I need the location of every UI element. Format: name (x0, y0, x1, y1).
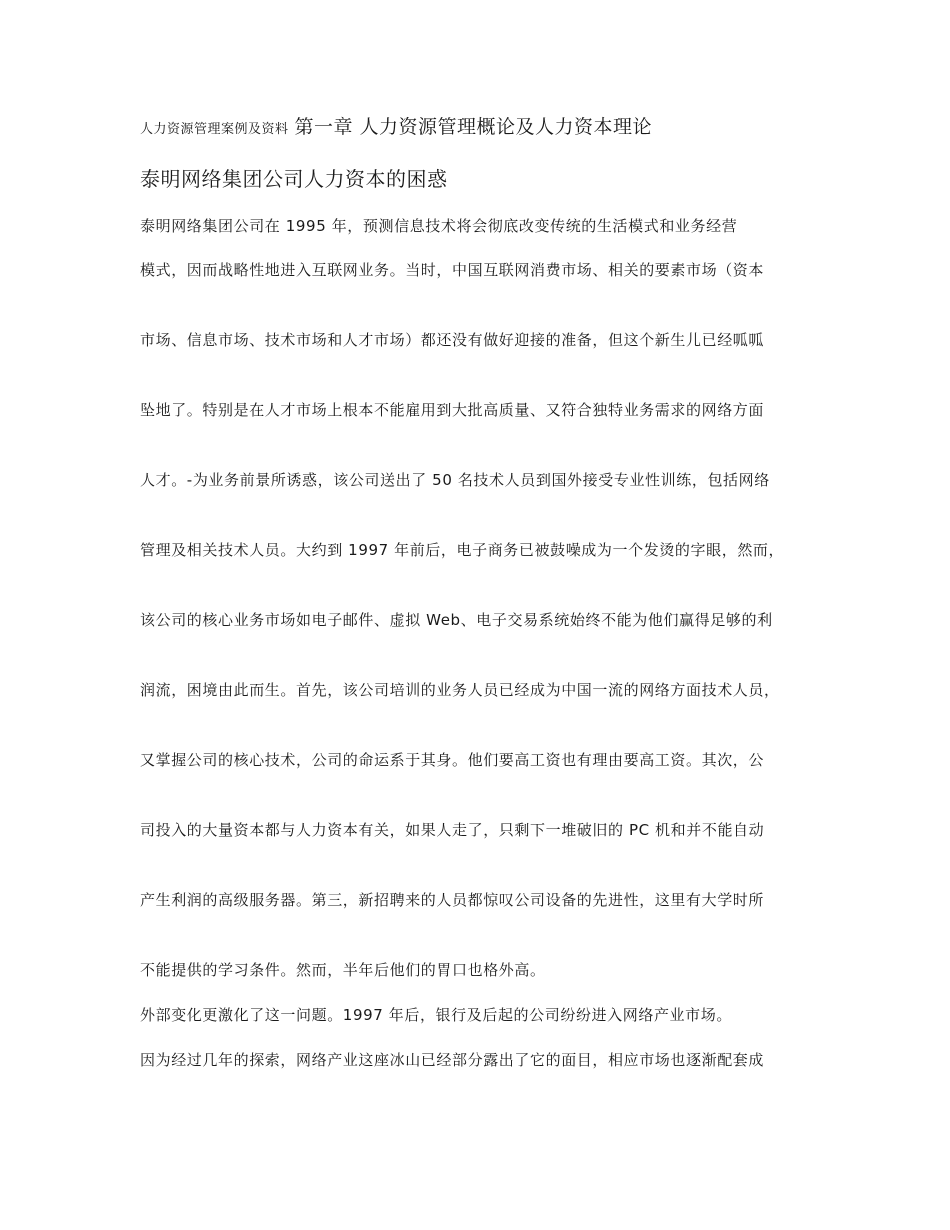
body-line-14: 因为经过几年的探索，网络产业这座冰山已经部分露出了它的面目，相应市场也逐渐配套成 (140, 1051, 765, 1069)
body-line-5: 人才。-为业务前景所诱惑，该公司送出了 50 名技术人员到国外接受专业性训练，包括网络 (140, 471, 770, 489)
header-prefix: 人力资源管理案例及资料 (140, 122, 289, 137)
body-line-11: 产生利润的高级服务器。第三，新招聘来的人员都惊叹公司设备的先进性，这里有大学时所 (140, 891, 765, 909)
body-line-10: 司投入的大量资本都与人力资本有关，如果人走了，只剩下一堆破旧的 PC 机和并不能自动 (140, 821, 765, 839)
body-line-4: 坠地了。特别是在人才市场上根本不能雇用到大批高质量、又符合独特业务需求的网络方面 (140, 401, 765, 419)
chapter-title: 第一章 人力资源管理概论及人力资本理论 (294, 116, 653, 138)
document-header (140, 112, 652, 139)
body-line-8: 润流，困境由此而生。首先，该公司培训的业务人员已经成为中国一流的网络方面技术人员， (140, 681, 780, 699)
body-line-12: 不能提供的学习条件。然而，半年后他们的胃口也格外高。 (140, 961, 546, 979)
body-line-2: 模式，因而战略性地进入互联网业务。当时，中国互联网消费市场、相关的要素市场（资本 (140, 261, 765, 279)
body-line-3: 市场、信息市场、技术市场和人才市场）都还没有做好迎接的准备，但这个新生儿已经呱呱 (140, 331, 765, 349)
body-line-9: 又掌握公司的核心技术，公司的命运系于其身。他们要高工资也有理由要高工资。其次，公 (140, 751, 765, 769)
body-line-6: 管理及相关技术人员。大约到 1997 年前后，电子商务已被鼓噪成为一个发烫的字眼，然而， (140, 541, 785, 559)
article-title: 泰明网络集团公司人力资本的困惑 (140, 167, 448, 191)
body-line-13: 外部变化更激化了这一问题。1997 年后，银行及后起的公司纷纷进入网络产业市场。 (140, 1006, 732, 1024)
body-line-1: 泰明网络集团公司在 1995 年，预测信息技术将会彻底改变传统的生活模式和业务经营 (140, 217, 738, 235)
body-line-7: 该公司的核心业务市场如电子邮件、虚拟 Web、电子交易系统始终不能为他们赢得足够的利 (140, 611, 773, 629)
